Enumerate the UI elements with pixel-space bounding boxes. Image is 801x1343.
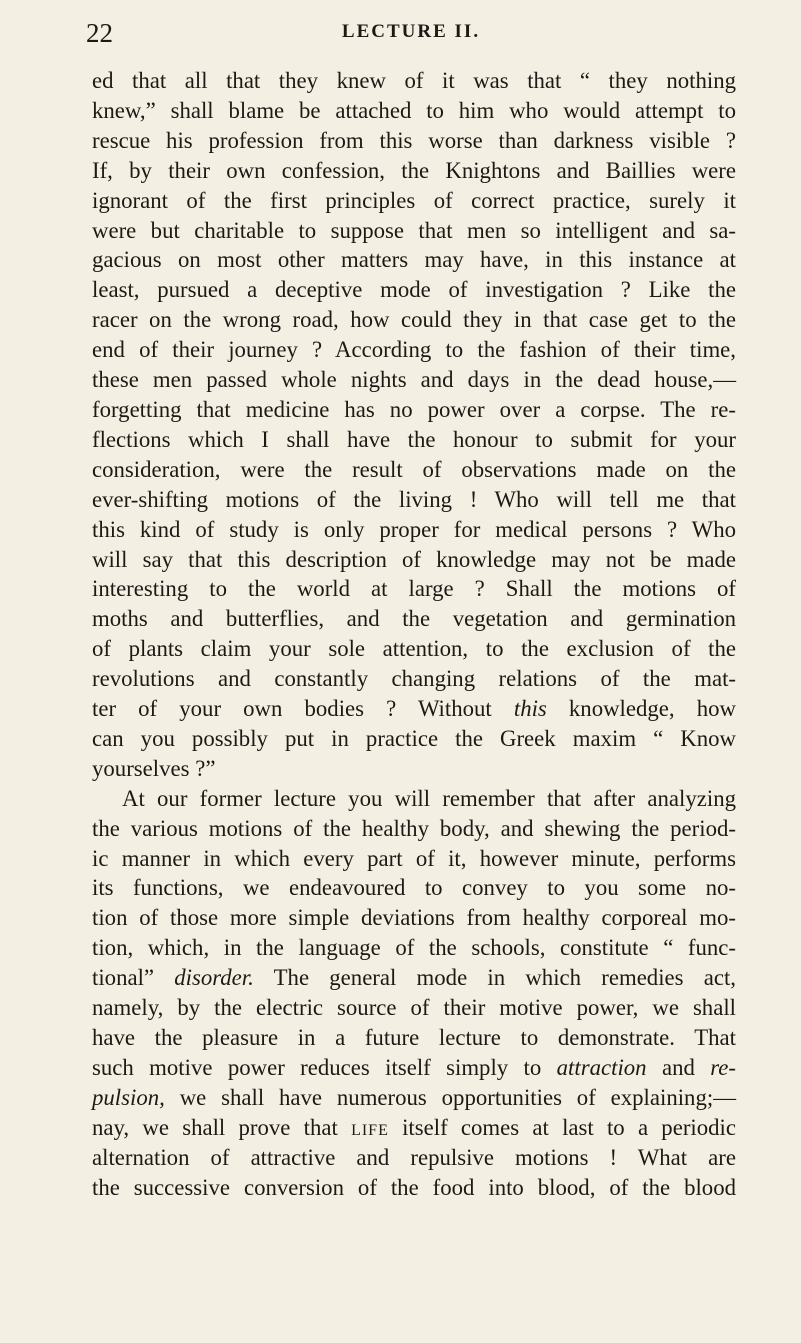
text-line: racer on the wrong road, how could they in that case get to the: [92, 307, 736, 333]
text-run: we shall have numerous opportunities of explaining;—: [164, 1084, 736, 1110]
italic-word: attraction: [556, 1054, 647, 1080]
text-line: yourselves ?”: [92, 755, 216, 781]
text-line: namely, by the electric source of their motive power, we shall: [92, 995, 736, 1021]
paragraph-2: [92, 784, 736, 1203]
text-line: [92, 694, 736, 724]
text-line: the successive conversion of the food into blood, of the blood: [92, 1174, 736, 1200]
text-run: and: [646, 1054, 711, 1080]
text-line: least, pursued a deceptive mode of investigation ? Like the: [92, 277, 736, 303]
text-line: alternation of attractive and repulsive motions ! What are: [92, 1144, 736, 1170]
text-line: ic manner in which every part of it, however minute, performs: [92, 845, 736, 871]
text-line: If, by their own confession, the Knightons and Baillies were: [92, 157, 736, 183]
text-line: interesting to the world at large ? Shall the motions of: [92, 576, 736, 602]
text-run: nay, we shall prove that: [92, 1114, 352, 1140]
text-line: flections which I shall have the honour to submit for your: [92, 426, 736, 452]
text-line: rescue his profession from this worse than darkness visible ?: [92, 127, 736, 153]
text-line: this kind of study is only proper for medical persons ? Who: [92, 516, 736, 542]
page-header: [86, 18, 736, 48]
paragraph-1: [92, 66, 736, 784]
text-line: tion of those more simple deviations from healthy corporeal mo-: [92, 905, 736, 931]
text-line: gacious on most other matters may have, in this instance at: [92, 247, 736, 273]
italic-word: pulsion,: [92, 1084, 165, 1110]
small-caps-word: life: [351, 1114, 389, 1140]
text-line: were but charitable to suppose that men so intelligent and sa-: [92, 217, 736, 243]
text-line: its functions, we endeavoured to convey to you some no-: [92, 875, 736, 901]
italic-word: this: [513, 696, 547, 722]
text-line: end of their journey ? According to the fashion of their time,: [92, 337, 736, 363]
text-line: [92, 1053, 736, 1083]
running-head: LECTURE II.: [341, 21, 481, 42]
text-line: ed that all that they knew of it was that “ they nothing: [92, 68, 736, 93]
text-line: forgetting that medicine has no power over a corpse. The re-: [92, 396, 736, 422]
text-line: consideration, were the result of observations made on the: [92, 456, 736, 482]
text-line: [92, 1083, 736, 1113]
text-line: ever-shifting motions of the living ! Who will tell me that: [92, 486, 736, 512]
page-number: 22: [86, 18, 113, 48]
text-run: The general mode in which remedies act,: [253, 965, 737, 991]
text-line: will say that this description of knowledge may not be made: [92, 546, 736, 572]
text-line: moths and butterflies, and the vegetation and germination: [92, 606, 736, 632]
text-line: tion, which, in the language of the schools, constitute “ func-: [92, 935, 736, 961]
text-line: At our former lecture you will remember that after analyzing: [122, 785, 736, 811]
text-line: these men passed whole nights and days in the dead house,—: [92, 367, 736, 393]
text-line: have the pleasure in a future lecture to demonstrate. That: [92, 1025, 736, 1050]
text-line: the various motions of the healthy body, and shewing the period-: [92, 815, 736, 841]
text-line: can you possibly put in practice the Greek maxim “ Know: [92, 725, 736, 751]
text-run: tional”: [92, 965, 175, 991]
text-line: of plants claim your sole attention, to the exclusion of the: [92, 636, 736, 662]
text-line: ignorant of the first principles of correct practice, surely it: [92, 187, 736, 213]
italic-word: re-: [710, 1054, 736, 1080]
body-text: [92, 66, 736, 1202]
text-run: ter of your own bodies ? Without: [92, 696, 514, 722]
italic-word: disorder.: [174, 965, 254, 991]
text-line: [92, 963, 736, 993]
text-line: knew,” shall blame be attached to him who would attempt to: [92, 97, 736, 123]
text-line: [92, 1113, 736, 1143]
text-line: revolutions and constantly changing relations of the mat-: [92, 666, 736, 692]
text-run: knowledge, how: [546, 696, 736, 722]
text-run: itself comes at last to a periodic: [388, 1114, 736, 1140]
text-run: such motive power reduces itself simply to: [92, 1054, 557, 1080]
